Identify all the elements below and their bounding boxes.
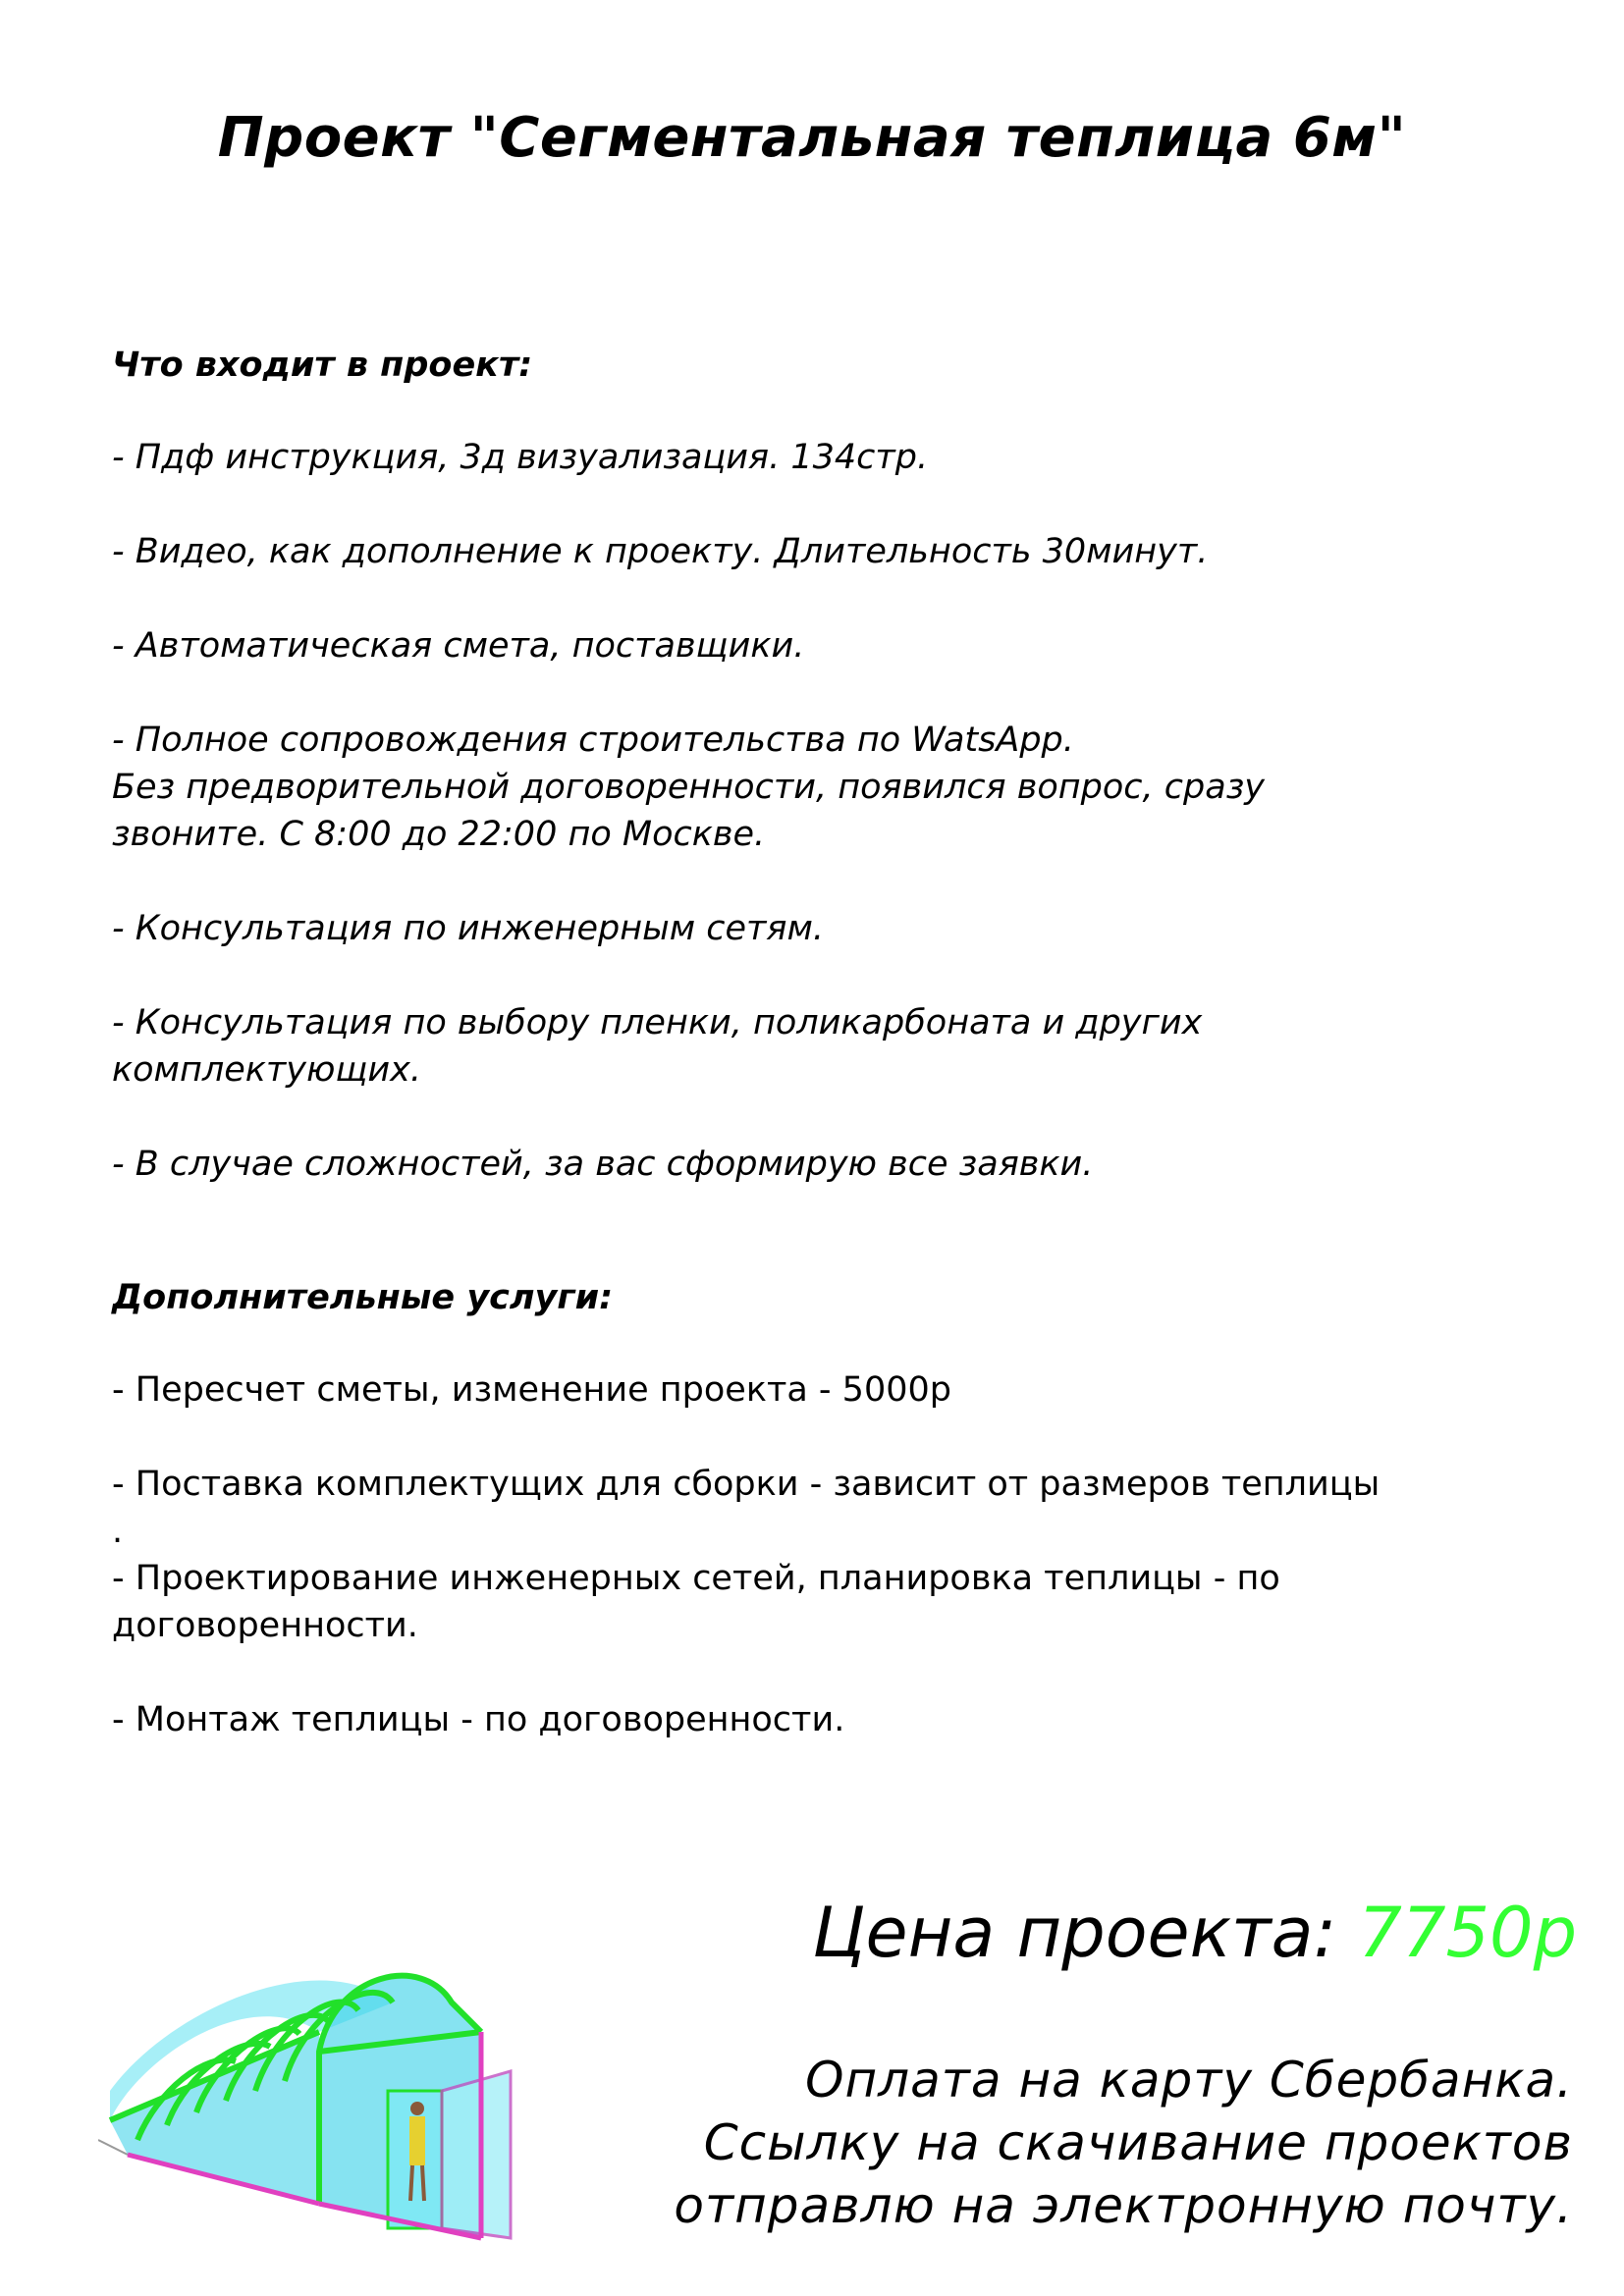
list-item: - Пересчет сметы, изменение проекта - 5000р: [112, 1370, 951, 1410]
payment-line: отправлю на электронную почту.: [674, 2177, 1573, 2234]
payment-line: Ссылку на скачивание проектов: [703, 2114, 1573, 2171]
list-item: - В случае сложностей, за вас сформирую все заявки.: [112, 1145, 1094, 1184]
greenhouse-3d-render-icon: [98, 1944, 668, 2248]
project-price: [812, 1893, 1577, 1973]
price-label: Цена проекта:: [812, 1893, 1359, 1973]
payment-line: Оплата на карту Сбербанка.: [805, 2052, 1573, 2109]
price-value: 7750р: [1358, 1893, 1577, 1973]
list-item: - Пдф инструкция, 3д визуализация. 134стр.: [112, 438, 929, 477]
included-list: [112, 434, 1526, 1188]
services-list: [112, 1366, 1526, 1743]
list-item: - Поставка комплектущих для сборки - зависит от размеров теплицы .: [112, 1465, 1380, 1551]
list-item: - Консультация по инженерным сетям.: [112, 909, 824, 948]
payment-info: [674, 2049, 1573, 2237]
page-title: Проект "Сегментальная теплица 6м": [217, 106, 1407, 170]
list-item: - Консультация по выбору пленки, поликарбоната и других комплектующих.: [112, 1003, 1203, 1090]
services-heading: Дополнительные услуги:: [112, 1278, 614, 1317]
list-item: - Проектирование инженерных сетей, планировка теплицы - по договоренности.: [112, 1559, 1280, 1645]
list-item: - Полное сопровождения строительства по WatsApp. Без предворительной договоренности, появился вопрос, сразу звоните. С 8:00 до 22:00 по Москве.: [112, 721, 1266, 854]
list-item: - Монтаж теплицы - по договоренности.: [112, 1700, 845, 1739]
list-item: - Автоматическая смета, поставщики.: [112, 626, 805, 666]
list-item: - Видео, как дополнение к проекту. Длительность 30минут.: [112, 532, 1209, 571]
included-heading: Что входит в проект:: [112, 346, 533, 385]
